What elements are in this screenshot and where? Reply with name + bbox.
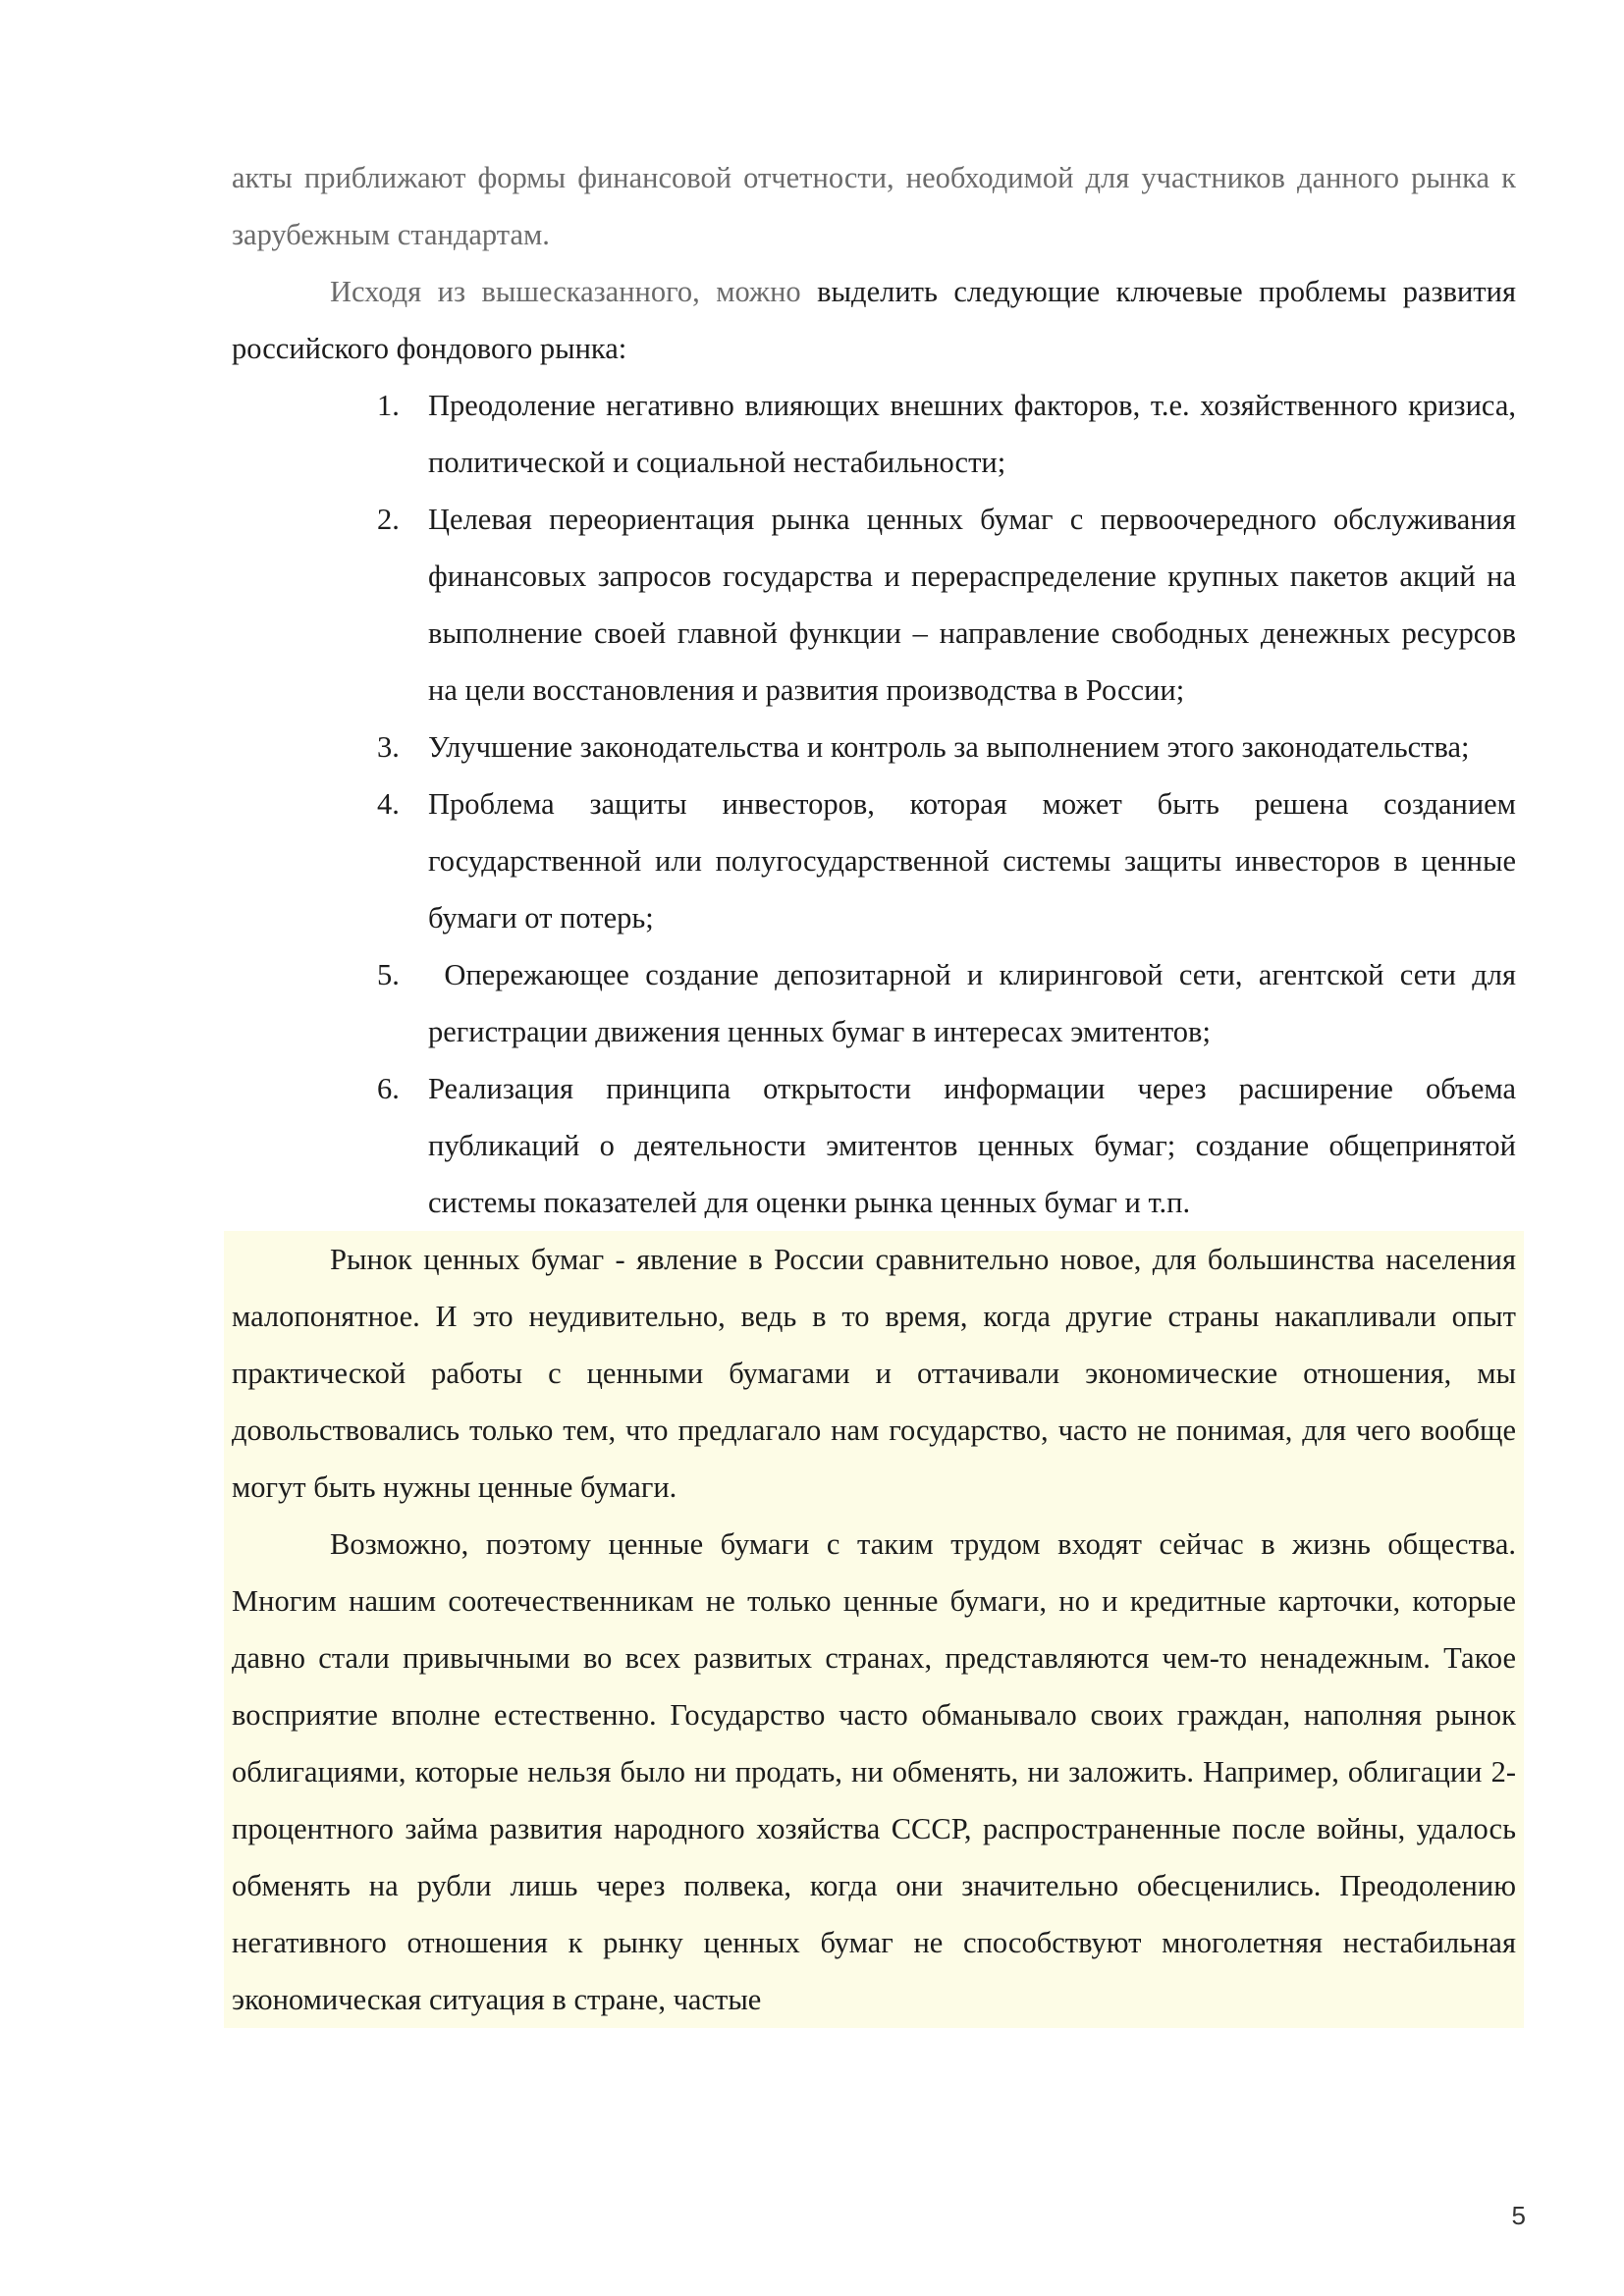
page-number: 5 — [1511, 2201, 1526, 2230]
list-item-number: 2. — [377, 503, 400, 536]
list-item — [377, 719, 1516, 775]
intro-lead-text: Исходя из вышесказанного, можно — [330, 275, 818, 308]
highlighted-section — [224, 1231, 1524, 2028]
list-item-text: Улучшение законодательства и контроль за выполнением этого законодательства; — [428, 730, 1470, 764]
list-item-number: 5. — [377, 958, 400, 991]
list-item-number: 4. — [377, 787, 400, 821]
list-item — [377, 946, 1524, 1060]
list-item — [377, 377, 1516, 491]
list-item-text: Опережающее создание депозитарной и клиринговой сети, агентской сети для регистрации движения ценных бумаг в интересах эмитентов; — [428, 958, 1524, 1048]
problems-list — [232, 377, 1524, 1231]
list-item-text: Целевая переориентация рынка ценных бумаг с первоочередного обслуживания финансовых запросов государства и перераспределение крупных пакетов акций на выполнение своей главной функции – направление свободных денежных ресурсов на цели восстановления и развития производства в России; — [428, 503, 1516, 707]
list-item-number: 3. — [377, 730, 400, 764]
page-body — [232, 149, 1524, 2028]
list-item-number: 6. — [377, 1072, 400, 1105]
market-paragraph: Рынок ценных бумаг - явление в России сравнительно новое, для большинства населения малопонятное. И это неудивительно, ведь в то время, когда другие страны накапливали опыт практической работы с ценными бумагами и оттачивали экономические отношения, мы довольствовались только тем, что предлагало нам государство, часто не понимая, для чего вообще могут быть нужны ценные бумаги. — [232, 1243, 1516, 1504]
list-item — [377, 491, 1516, 719]
list-item-number: 1. — [377, 389, 400, 422]
intro-paragraph — [232, 263, 1516, 377]
list-item-text: Проблема защиты инвесторов, которая может быть решена созданием государственной или полугосударственной системы защиты инвесторов в ценные бумаги от потерь; — [428, 787, 1516, 934]
list-item — [377, 775, 1516, 946]
perception-paragraph: Возможно, поэтому ценные бумаги с таким трудом входят сейчас в жизнь общества. Многим нашим соотечественникам не только ценные бумаги, но и кредитные карточки, которые давно стали привычными во всех развитых странах, представляются чем-то ненадежным. Такое восприятие вполне естественно. Государство часто обманывало своих граждан, наполняя рынок облигациями, которые нельзя было ни продать, ни обменять, ни заложить. Например, облигации 2-процентного займа развития народного хозяйства СССР, распространенные после войны, удалось обменять на рубли лишь через полвека, когда они значительно обесценились. Преодолению негативного отношения к рынку ценных бумаг не способствуют многолетняя нестабильная экономическая ситуация в стране, частые — [232, 1527, 1516, 2016]
list-item-text: Реализация принципа открытости информации через расширение объема публикаций о деятельности эмитентов ценных бумаг; создание общепринятой системы показателей для оценки рынка ценных бумаг и т.п. — [428, 1072, 1516, 1219]
list-item-text: Преодоление негативно влияющих внешних факторов, т.е. хозяйственного кризиса, политической и социальной нестабильности; — [428, 389, 1516, 479]
opening-paragraph: акты приближают формы финансовой отчетности, необходимой для участников данного рынка к зарубежным стандартам. — [232, 161, 1516, 251]
list-item — [377, 1060, 1516, 1231]
intro-main-text: выделить следующие ключевые проблемы развития российского фондового рынка: — [232, 275, 1516, 365]
